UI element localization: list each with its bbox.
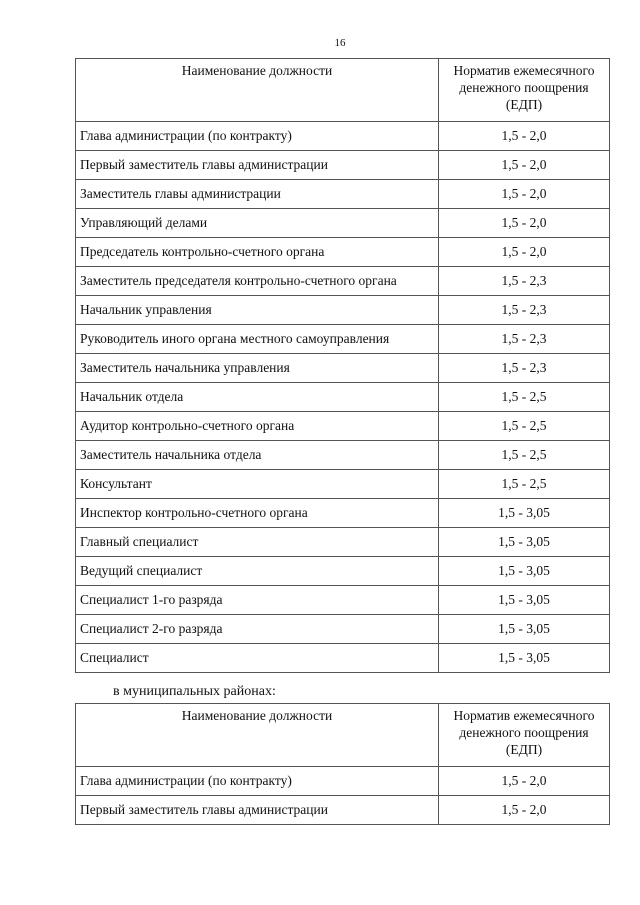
table-row [76, 557, 610, 586]
position-cell: Заместитель начальника отдела [76, 441, 439, 470]
table-row [76, 296, 610, 325]
norm-value-cell: 1,5 - 2,0 [439, 151, 610, 180]
position-cell: Начальник управления [76, 296, 439, 325]
norm-value-cell: 1,5 - 2,0 [439, 767, 610, 796]
table-row [76, 644, 610, 673]
column-header-position: Наименование должности [76, 704, 439, 767]
table-row [76, 767, 610, 796]
norm-value-cell: 1,5 - 2,3 [439, 296, 610, 325]
table-row [76, 441, 610, 470]
norm-value-cell: 1,5 - 2,3 [439, 325, 610, 354]
position-cell: Специалист 2-го разряда [76, 615, 439, 644]
position-cell: Специалист [76, 644, 439, 673]
norm-value-cell: 1,5 - 2,5 [439, 470, 610, 499]
position-cell: Специалист 1-го разряда [76, 586, 439, 615]
table-row [76, 615, 610, 644]
position-cell: Председатель контрольно-счетного органа [76, 238, 439, 267]
position-cell: Инспектор контрольно-счетного органа [76, 499, 439, 528]
table-row [76, 412, 610, 441]
norm-table-1 [75, 58, 610, 673]
position-cell: Главный специалист [76, 528, 439, 557]
table-row [76, 528, 610, 557]
position-cell: Первый заместитель главы администрации [76, 151, 439, 180]
section-subheading: в муниципальных районах: [113, 684, 276, 699]
norm-value-cell: 1,5 - 2,5 [439, 412, 610, 441]
position-cell: Аудитор контрольно-счетного органа [76, 412, 439, 441]
column-header-position: Наименование должности [76, 59, 439, 122]
norm-value-cell: 1,5 - 3,05 [439, 557, 610, 586]
table-header-row [76, 59, 610, 122]
position-cell: Руководитель иного органа местного самоуправления [76, 325, 439, 354]
norm-value-cell: 1,5 - 2,0 [439, 180, 610, 209]
table-row [76, 383, 610, 412]
table-row [76, 499, 610, 528]
position-cell: Заместитель главы администрации [76, 180, 439, 209]
table-row [76, 470, 610, 499]
norm-value-cell: 1,5 - 3,05 [439, 586, 610, 615]
table-row [76, 586, 610, 615]
position-cell: Консультант [76, 470, 439, 499]
norm-value-cell: 1,5 - 2,5 [439, 441, 610, 470]
table-row [76, 796, 610, 825]
norm-value-cell: 1,5 - 2,3 [439, 267, 610, 296]
table-row [76, 122, 610, 151]
norm-value-cell: 1,5 - 2,0 [439, 209, 610, 238]
column-header-norm: Норматив ежемесячного денежного поощрения (ЕДП) [439, 704, 610, 767]
column-header-norm: Норматив ежемесячного денежного поощрения (ЕДП) [439, 59, 610, 122]
table-row [76, 267, 610, 296]
norm-value-cell: 1,5 - 2,5 [439, 383, 610, 412]
position-cell: Заместитель начальника управления [76, 354, 439, 383]
table-row [76, 354, 610, 383]
table-body [76, 767, 610, 825]
table-row [76, 151, 610, 180]
page-number: 16 [334, 37, 346, 49]
table-row [76, 325, 610, 354]
table-row [76, 238, 610, 267]
position-cell: Ведущий специалист [76, 557, 439, 586]
position-cell: Глава администрации (по контракту) [76, 767, 439, 796]
position-cell: Первый заместитель главы администрации [76, 796, 439, 825]
norm-table-2 [75, 703, 610, 825]
norm-value-cell: 1,5 - 3,05 [439, 615, 610, 644]
norm-value-cell: 1,5 - 2,0 [439, 238, 610, 267]
position-cell: Заместитель председателя контрольно-счетного органа [76, 267, 439, 296]
position-cell: Начальник отдела [76, 383, 439, 412]
norm-value-cell: 1,5 - 2,0 [439, 122, 610, 151]
norm-value-cell: 1,5 - 3,05 [439, 499, 610, 528]
table-row [76, 180, 610, 209]
norm-value-cell: 1,5 - 3,05 [439, 528, 610, 557]
norm-value-cell: 1,5 - 3,05 [439, 644, 610, 673]
norm-value-cell: 1,5 - 2,3 [439, 354, 610, 383]
table-body [76, 122, 610, 673]
position-cell: Глава администрации (по контракту) [76, 122, 439, 151]
table-row [76, 209, 610, 238]
table-header-row [76, 704, 610, 767]
norm-value-cell: 1,5 - 2,0 [439, 796, 610, 825]
position-cell: Управляющий делами [76, 209, 439, 238]
